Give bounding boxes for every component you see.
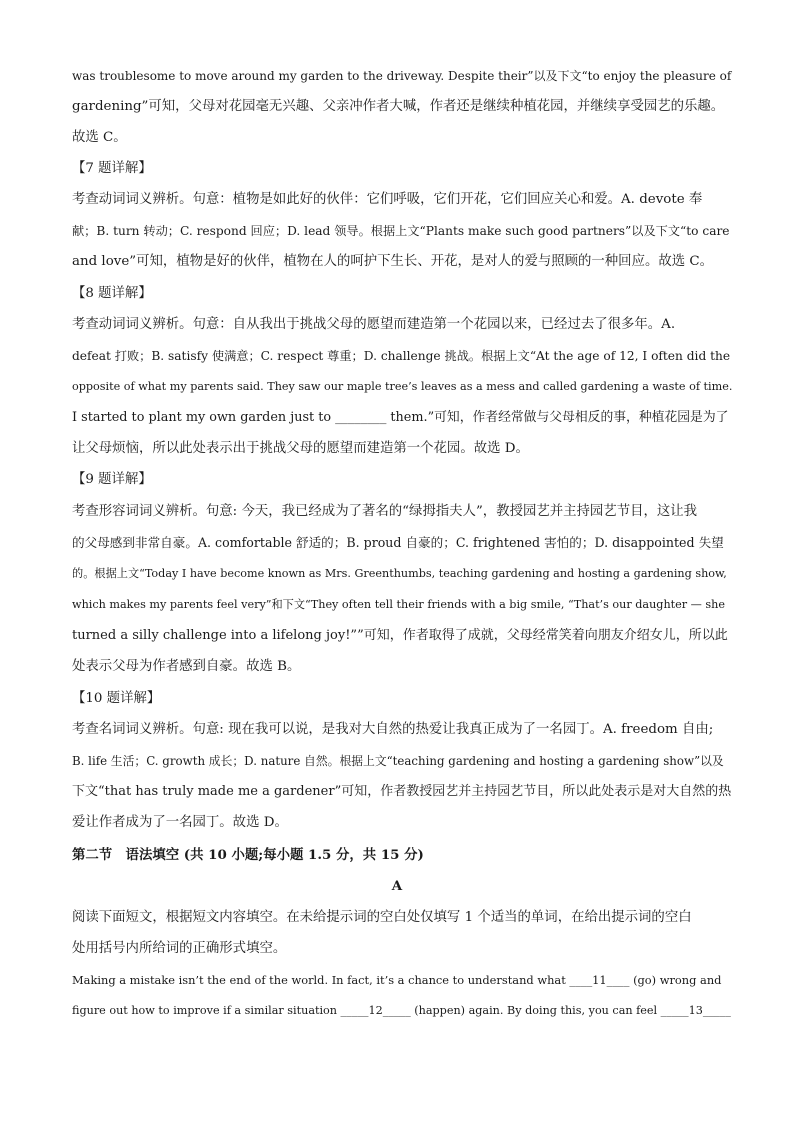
text-line: was troublesome to move around my garden to the driveway. Despite their”以及下文“to enjoy the pleasure of (72, 69, 732, 83)
section-heading: 【8 题详解】 (72, 286, 152, 301)
part-heading: 第二节 语法填空 (共 10 小题;每小题 1.5 分，共 15 分) (72, 847, 424, 863)
text-line: opposite of what my parents said. They saw our maple tree’s leaves as a mess and called gardening a waste of time. (72, 380, 733, 393)
text-line: gardening”可知，父母对花园毫无兴趣、父亲冲作者大喊，作者还是继续种植花园，并继续享受园艺的乐趣。 (72, 99, 725, 114)
passage-line: figure out how to improve if a similar situation _____12_____ (happen) again. By doing this, you can feel _____13_____ (72, 1004, 731, 1017)
text-line: 下文“that has truly made me a gardener”可知，作者教授园艺并主持园艺节目，所以此处表示是对大自然的热 (72, 784, 732, 799)
text-line: turned a silly challenge into a lifelong joy!””可知，作者取得了成就，父母经常笑着向朋友介绍女儿，所以此 (72, 628, 728, 643)
section-heading: 【9 题详解】 (72, 472, 152, 487)
instruction-line: 阅读下面短文，根据短文内容填空。在未给提示词的空白处仅填写 1 个适当的单词，在给出提示词的空白 (72, 910, 692, 925)
passage-line: Making a mistake isn’t the end of the world. In fact, it’s a chance to understand what ____11____ (go) wrong and (72, 973, 722, 987)
section-heading: 【10 题详解】 (72, 691, 161, 706)
text-line: and love”可知，植物是好的伙伴，植物在人的呵护下生长、开花，是对人的爱与照顾的一种回应。故选 C。 (72, 254, 714, 269)
text-line: 爱让作者成为了一名园丁。故选 D。 (72, 815, 288, 830)
text-line: 处表示父母为作者感到自豪。故选 B。 (72, 659, 301, 674)
text-line: 考查名词词义辨析。句意: 现在我可以说，是我对大自然的热爱让我真正成为了一名园丁。A. freedom 自由; (72, 722, 714, 737)
text-line: 考查动词词义辨析。句意：植物是如此好的伙伴：它们呼吸，它们开花，它们回应关心和爱。A. devote 奉 (72, 192, 703, 207)
text-line: 让父母烦恼，所以此处表示出于挑战父母的愿望而建造第一个花园。故选 D。 (72, 441, 529, 456)
text-line: defeat 打败；B. satisfy 使满意；C. respect 尊重；D. challenge 挑战。根据上文“At the age of 12, I often did the (72, 349, 731, 363)
text-line: 考查形容词词义辨析。句意: 今天，我已经成为了著名的“绿拇指夫人”，教授园艺并主持园艺节目，这让我 (72, 504, 698, 519)
text-line: 的。根据上文“Today I have become known as Mrs. Greenthumbs, teaching gardening and hosting a gardening show, (72, 567, 727, 580)
text-line: B. life 生活；C. growth 成长；D. nature 自然。根据上文“teaching gardening and hosting a gardening show”以及 (72, 754, 724, 768)
text-line: 故选 C。 (72, 130, 127, 145)
passage-label: A (391, 878, 403, 894)
section-heading: 【7 题详解】 (72, 161, 152, 176)
text-line: I started to plant my own garden just to ________ them.”可知，作者经常做与父母相反的事，种植花园是为了 (72, 410, 729, 425)
text-line: 的父母感到非常自豪。A. comfortable 舒适的；B. proud 自豪的；C. frightened 害怕的；D. disappointed 失望 (72, 535, 724, 550)
text-line: which makes my parents feel very”和下文“They often tell their friends with a big smile, “That’s our daughter — she (72, 598, 725, 611)
text-line: 考查动词词义辨析。句意：自从我出于挑战父母的愿望而建造第一个花园以来，已经过去了很多年。A. (72, 317, 676, 332)
instruction-line: 处用括号内所给词的正确形式填空。 (72, 941, 287, 956)
text-line: 献；B. turn 转动；C. respond 回应；D. lead 领导。根据上文“Plants make such good partners”以及下文“to care (72, 224, 730, 238)
